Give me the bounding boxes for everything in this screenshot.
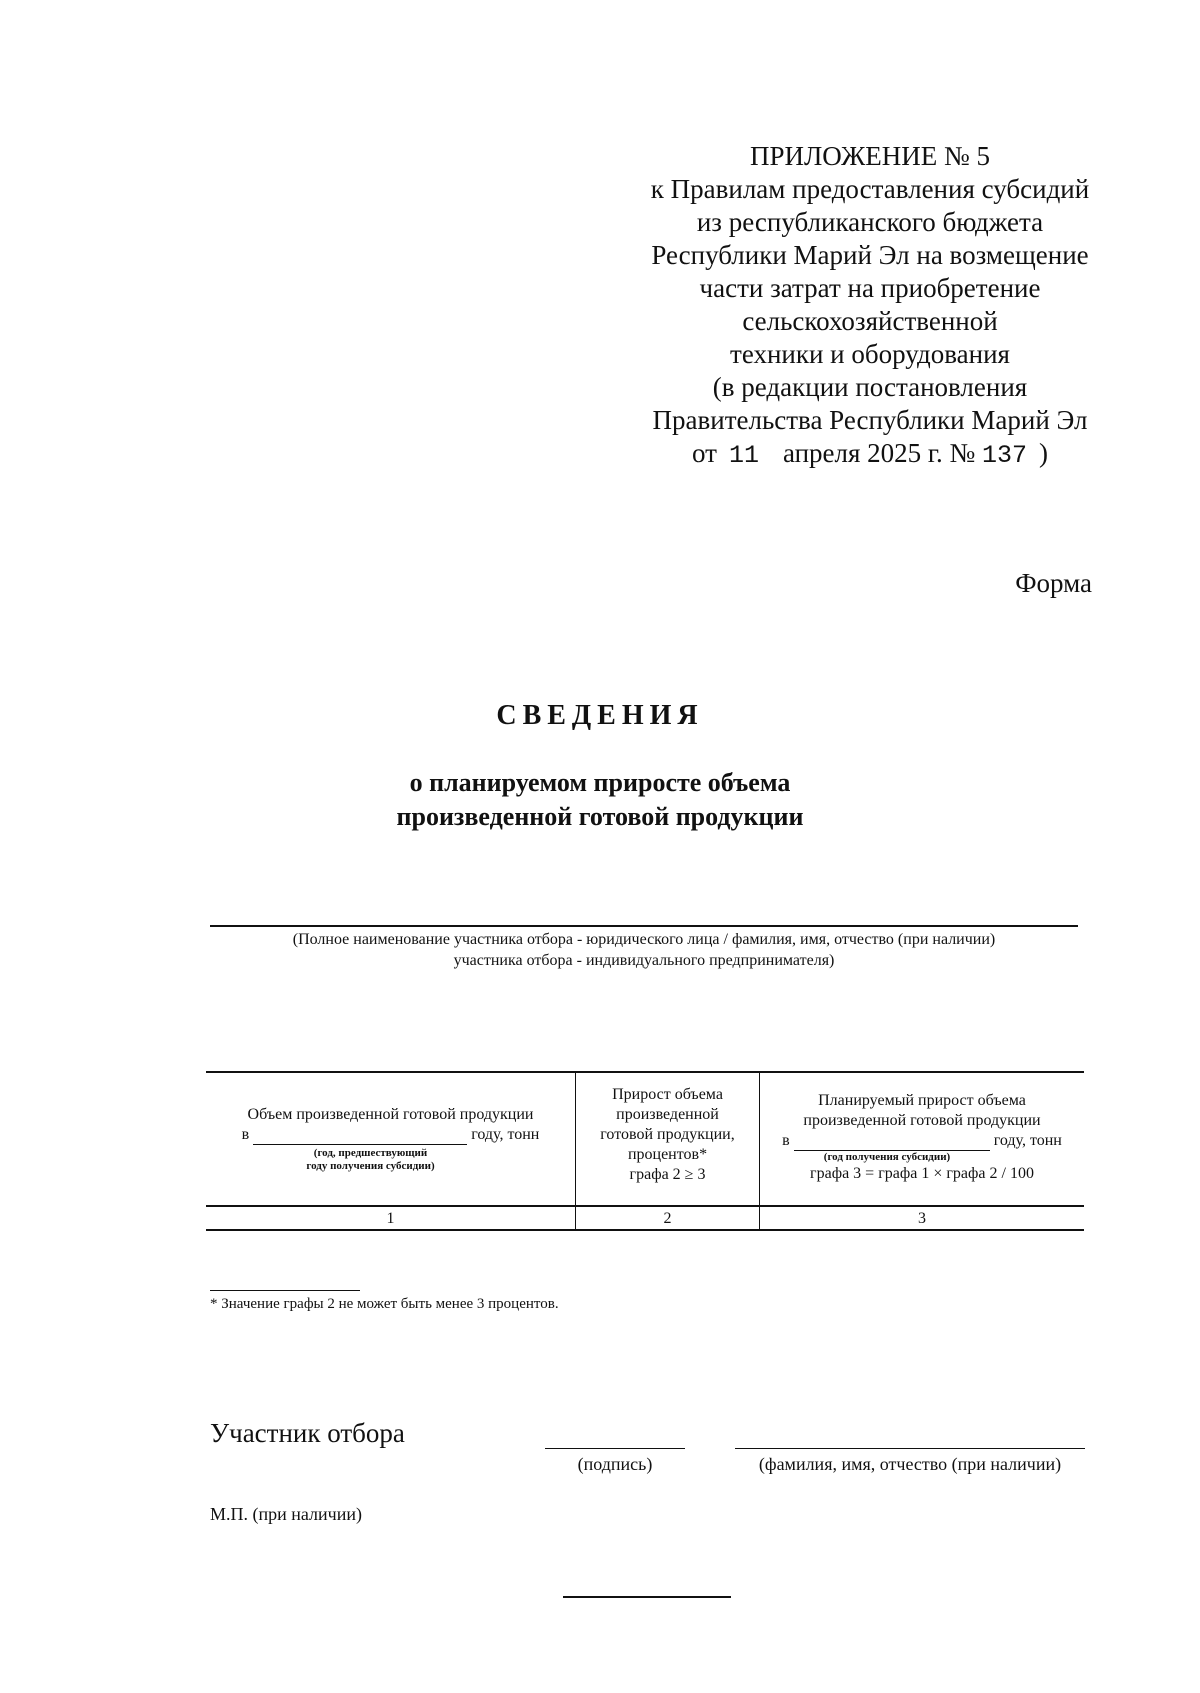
appendix-line: части затрат на приобретение xyxy=(699,273,1041,303)
date-day: 11 xyxy=(728,441,759,470)
col1-year-field[interactable] xyxy=(253,1128,467,1145)
col3-note: (год получения субсидии) xyxy=(823,1151,951,1163)
table-divider xyxy=(206,1229,1084,1231)
date-suffix: ) xyxy=(1038,438,1048,468)
appendix-title: ПРИЛОЖЕНИЕ № 5 xyxy=(749,141,991,171)
signature-field[interactable] xyxy=(545,1448,685,1449)
col2-header-line: графа 2 ≥ 3 xyxy=(629,1166,706,1183)
col1-prefix: в xyxy=(241,1126,250,1143)
appendix-line: из республиканского бюджета xyxy=(696,207,1044,237)
fio-field[interactable] xyxy=(735,1448,1085,1449)
col1-note: (год, предшествующий xyxy=(313,1147,428,1159)
col2-header-line: произведенной xyxy=(616,1106,719,1123)
document-subtitle xyxy=(0,766,1200,834)
table-divider xyxy=(206,1205,1084,1207)
appendix-line: Республики Марий Эл на возмещение xyxy=(651,240,1089,270)
col2-header-line: процентов* xyxy=(627,1146,708,1163)
doc-number: 137 xyxy=(981,441,1027,470)
appendix-line: (в редакции постановления xyxy=(712,372,1028,402)
col3-prefix: в xyxy=(782,1132,790,1149)
caption-line: (Полное наименование участника отбора - юридического лица / фамилия, имя, отчество (при наличии) xyxy=(292,931,996,948)
end-divider xyxy=(563,1596,731,1598)
participant-caption xyxy=(210,929,1078,971)
subtitle-line: произведенной готовой продукции xyxy=(396,802,804,831)
participant-label: Участник отбора xyxy=(210,1418,405,1448)
date-prefix: от xyxy=(692,438,717,468)
col3-year-row xyxy=(760,1131,1084,1151)
col1-year-row xyxy=(206,1125,575,1145)
col2-header-line: готовой продукции, xyxy=(600,1126,735,1143)
col1-note: году получения субсидии) xyxy=(306,1160,435,1172)
col3-header-line: Планируемый прирост объема xyxy=(818,1092,1026,1109)
appendix-line: сельскохозяйственной xyxy=(742,306,998,336)
col1-suffix: году, тонн xyxy=(471,1126,540,1143)
col2-number: 2 xyxy=(663,1210,672,1227)
col1-header: Объем произведенной готовой продукции xyxy=(247,1106,534,1123)
footnote-divider xyxy=(210,1290,360,1291)
appendix-line: к Правилам предоставления субсидий xyxy=(650,174,1090,204)
document-title: СВЕДЕНИЯ xyxy=(496,700,704,731)
caption-line: участника отбора - индивидуального предпринимателя) xyxy=(453,952,835,969)
appendix-line: Правительства Республики Марий Эл xyxy=(652,405,1088,435)
form-label: Форма xyxy=(1015,568,1092,598)
stamp-label: М.П. (при наличии) xyxy=(210,1504,362,1524)
appendix-date-line xyxy=(600,437,1140,472)
col3-header-line: произведенной готовой продукции xyxy=(803,1112,1041,1129)
appendix-header xyxy=(600,140,1140,472)
col3-number: 3 xyxy=(918,1210,926,1227)
participant-name-field[interactable] xyxy=(210,925,1078,927)
col3-year-field[interactable] xyxy=(794,1134,990,1151)
col3-formula: графа 3 = графа 1 × графа 2 / 100 xyxy=(810,1165,1034,1182)
signature-caption: (подпись) xyxy=(577,1454,653,1474)
col2-header-line: Прирост объема xyxy=(612,1086,723,1103)
fio-caption: (фамилия, имя, отчество (при наличии) xyxy=(758,1454,1062,1474)
appendix-line: техники и оборудования xyxy=(730,339,1010,369)
subtitle-line: о планируемом приросте объема xyxy=(409,768,791,797)
col1-number: 1 xyxy=(386,1210,395,1227)
footnote: * Значение графы 2 не может быть менее 3 процентов. xyxy=(210,1296,559,1312)
date-month-year: апреля 2025 г. № xyxy=(782,438,976,468)
col3-suffix: году, тонн xyxy=(993,1132,1062,1149)
data-table xyxy=(206,1071,1084,1231)
